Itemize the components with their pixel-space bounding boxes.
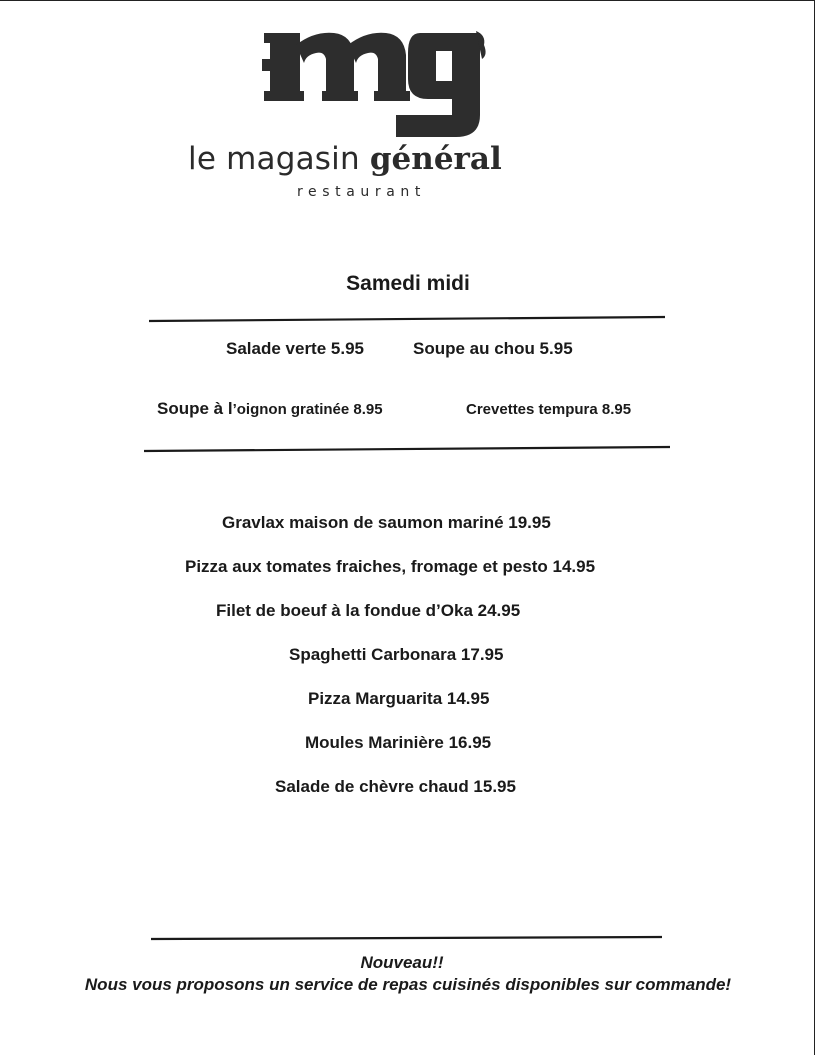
logo-name-bold: général — [369, 141, 502, 177]
main-pizza-marguarita: Pizza Marguarita 14.95 — [308, 689, 490, 708]
starter-soupe-oignon-prefix: Soupe à l — [157, 399, 233, 418]
footer-headline: Nouveau!! — [360, 953, 444, 972]
main-pizza-tomates: Pizza aux tomates fraiches, fromage et pesto 14.95 — [185, 557, 596, 576]
starter-salade-verte: Salade verte 5.95 — [226, 339, 364, 358]
main-moules: Moules Marinière 16.95 — [305, 733, 492, 752]
main-gravlax: Gravlax maison de saumon mariné 19.95 — [222, 513, 551, 532]
mg-logo-monogram — [262, 29, 488, 141]
divider-top — [0, 311, 816, 327]
logo-wordmark — [188, 141, 502, 177]
footer-message: Nous vous proposons un service de repas cuisinés disponibles sur commande! — [84, 975, 732, 994]
main-spaghetti: Spaghetti Carbonara 17.95 — [289, 645, 504, 664]
divider-middle — [0, 441, 816, 457]
starter-soupe-oignon — [157, 399, 383, 419]
main-salade-chevre: Salade de chèvre chaud 15.95 — [275, 777, 516, 796]
main-filet-boeuf: Filet de boeuf à la fondue d’Oka 24.95 — [216, 601, 521, 620]
starter-crevettes-tempura: Crevettes tempura 8.95 — [466, 401, 632, 418]
logo-name-light: le magasin — [188, 141, 370, 177]
logo-subtitle: restaurant — [297, 184, 426, 200]
starter-soupe-oignon-suffix: ’oignon gratinée 8.95 — [232, 401, 383, 418]
starter-soupe-au-chou: Soupe au chou 5.95 — [413, 339, 573, 358]
divider-bottom — [0, 929, 816, 945]
menu-title: Samedi midi — [346, 272, 470, 295]
